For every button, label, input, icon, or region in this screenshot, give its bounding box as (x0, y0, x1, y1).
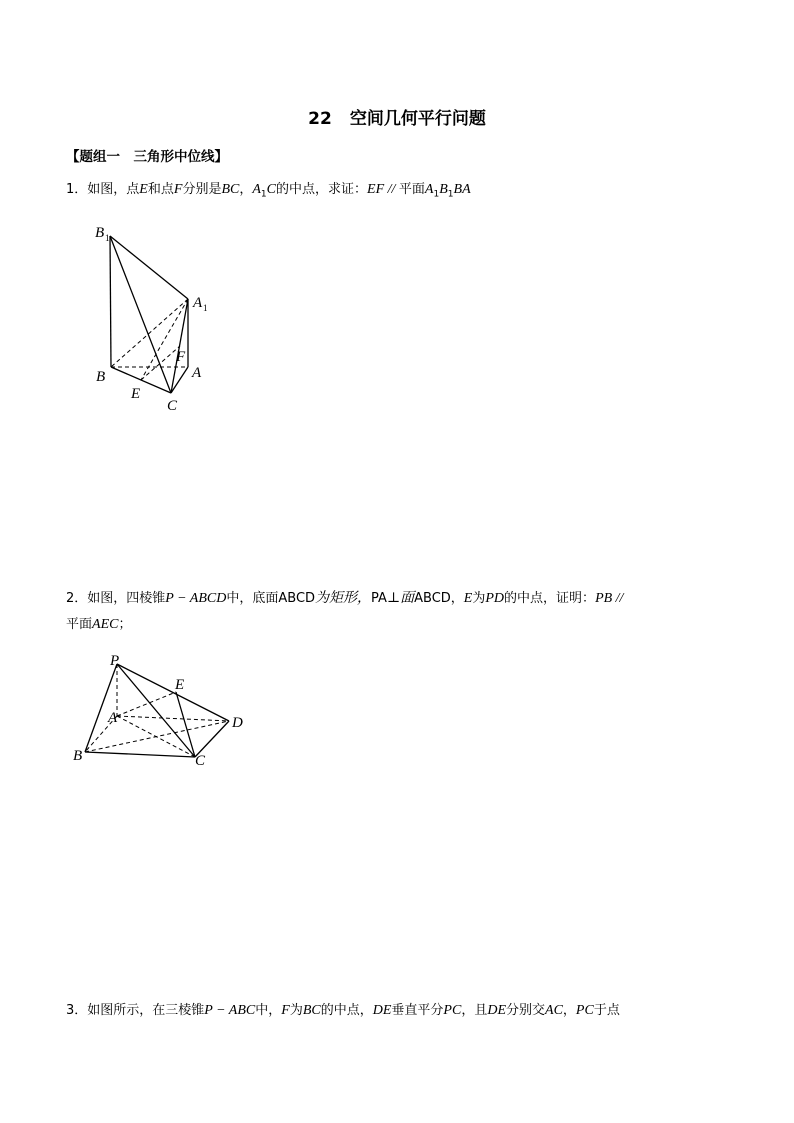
label-F: F (176, 349, 186, 365)
problem-1: 1．如图，点E和点F分别是BC，$A_1C$的中点，求证：EF // 平面$A_1B_1BA$ (66, 182, 471, 200)
edge-E-F-dashed (141, 346, 180, 380)
edge-A1-B-dashed (111, 299, 188, 367)
edge-B1-A1 (110, 236, 188, 299)
edge-B1-C (110, 236, 171, 393)
edge-A1-C (171, 299, 188, 393)
label-E: E (131, 386, 141, 402)
problem-2: 2．如图，四棱锥P − ABCD中，底面ABCD为矩形，PA⊥面ABCD，E为PD的中点，证明：PB // 平面AEC； (66, 591, 624, 632)
problem-3: 3．如图所示，在三棱锥P − ABC中，F为BC的中点，DE垂直平分PC，且DE分别交AC，PC于点 (66, 1003, 620, 1018)
edge-A-C (171, 367, 188, 393)
edge-B-D-dashed (85, 721, 229, 752)
edge-P-D (117, 664, 229, 721)
label-P: P (110, 653, 120, 669)
edge-A-C-dashed (117, 716, 195, 757)
label-B1-sub: 1 (105, 233, 110, 243)
title-number: 22 (308, 109, 332, 129)
edge-A-E-dashed (117, 692, 176, 716)
label-C: C (195, 753, 206, 769)
label-A: A (192, 365, 202, 381)
label-B1: B (95, 225, 105, 241)
edge-A1-E-dashed (141, 299, 188, 380)
page-title (0, 104, 794, 129)
edge-A-D-dashed (117, 716, 229, 721)
edge-P-B (85, 664, 117, 752)
edge-P-C (117, 664, 195, 757)
label-C: C (167, 398, 178, 414)
label-E: E (175, 677, 185, 693)
section-heading: 【题组一 三角形中位线】 (66, 149, 228, 165)
edge-B1-B (110, 236, 111, 367)
edge-B-C (85, 752, 195, 757)
label-A1-sub: 1 (203, 303, 208, 313)
title-text: 空间几何平行问题 (349, 109, 486, 129)
label-A: A (108, 710, 118, 726)
edge-C-D (195, 721, 229, 757)
edge-B-C (111, 367, 171, 393)
label-D: D (232, 715, 243, 731)
edge-A-B-dashed (85, 716, 117, 752)
edge-E-C (176, 692, 195, 757)
label-B: B (73, 748, 83, 764)
label-A1: A (193, 295, 203, 311)
label-B: B (96, 369, 106, 385)
